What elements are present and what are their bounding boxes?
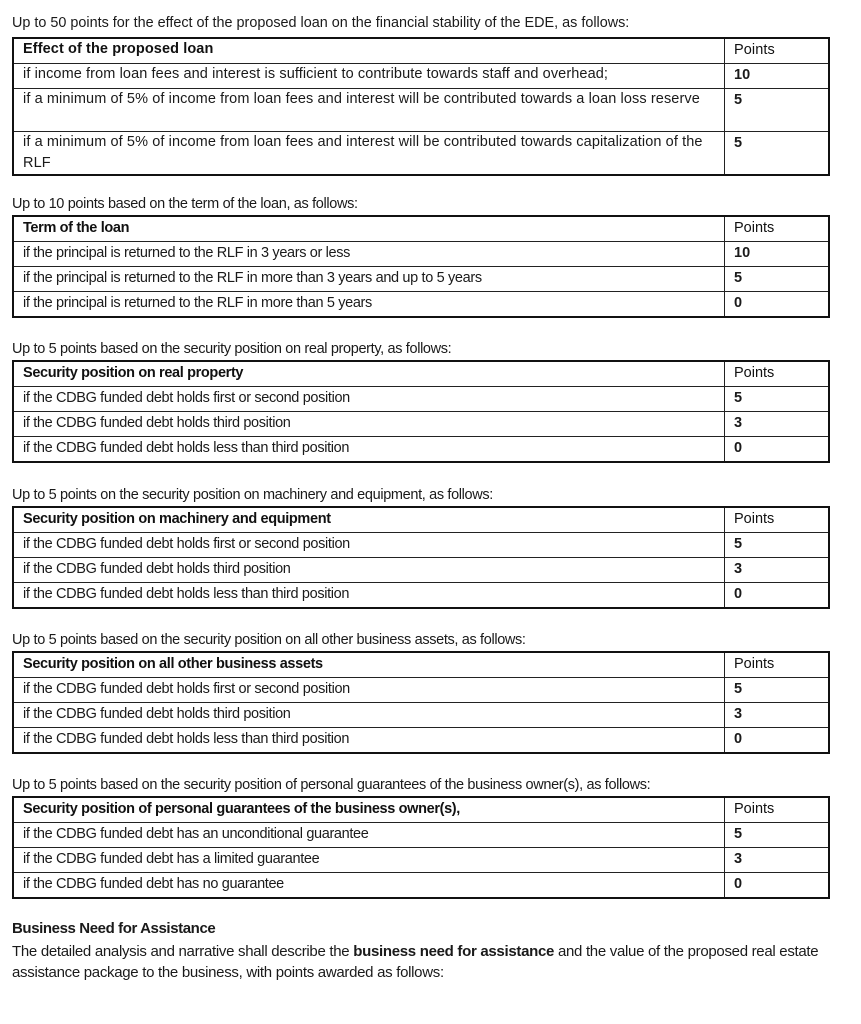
criterion-cell: if the CDBG funded debt holds first or second position xyxy=(13,678,725,703)
points-cell: 10 xyxy=(725,242,830,267)
section-real-property xyxy=(12,340,830,463)
table-row xyxy=(13,703,829,728)
points-cell: 5 xyxy=(725,387,830,412)
column-header-points: Points xyxy=(725,38,830,64)
column-header-points: Points xyxy=(725,797,830,823)
criterion-cell: if the CDBG funded debt holds less than third position xyxy=(13,728,725,754)
column-header-points: Points xyxy=(725,652,830,678)
points-cell: 5 xyxy=(725,89,830,132)
points-cell: 3 xyxy=(725,848,830,873)
criterion-cell: if the principal is returned to the RLF in 3 years or less xyxy=(13,242,725,267)
table-header-row xyxy=(13,507,829,533)
points-cell: 3 xyxy=(725,412,830,437)
column-header-criterion: Security position on all other business assets xyxy=(13,652,725,678)
section-loan-term xyxy=(12,195,830,318)
table-row xyxy=(13,242,829,267)
section-intro: Up to 5 points on the security position on machinery and equipment, as follows: xyxy=(12,487,493,503)
table-row xyxy=(13,558,829,583)
scoring-table-real-property xyxy=(12,360,830,463)
criterion-cell: if the CDBG funded debt holds first or second position xyxy=(13,387,725,412)
section-personal-guarantees xyxy=(12,776,830,899)
scoring-table-personal-guarantees xyxy=(12,796,830,899)
table-row xyxy=(13,412,829,437)
points-cell: 5 xyxy=(725,267,830,292)
column-header-criterion: Security position on machinery and equipment xyxy=(13,507,725,533)
section-intro: Up to 5 points based on the security position of personal guarantees of the business owner(s), as follows: xyxy=(12,777,651,793)
table-row xyxy=(13,132,829,176)
points-cell: 0 xyxy=(725,583,830,609)
column-header-criterion: Term of the loan xyxy=(13,216,725,242)
points-cell: 0 xyxy=(725,728,830,754)
scoring-table-loan-effect xyxy=(12,37,830,176)
table-row xyxy=(13,437,829,463)
table-row xyxy=(13,583,829,609)
table-header-row xyxy=(13,361,829,387)
criterion-cell: if the CDBG funded debt holds third position xyxy=(13,558,725,583)
criterion-cell: if the CDBG funded debt has a limited guarantee xyxy=(13,848,725,873)
points-cell: 5 xyxy=(725,823,830,848)
table-header-row xyxy=(13,216,829,242)
table-header-row xyxy=(13,797,829,823)
section-machinery-equipment xyxy=(12,486,830,609)
table-row xyxy=(13,873,829,899)
table-row xyxy=(13,848,829,873)
table-row xyxy=(13,533,829,558)
points-cell: 3 xyxy=(725,703,830,728)
column-header-points: Points xyxy=(725,361,830,387)
section-intro: Up to 5 points based on the security position on all other business assets, as follows: xyxy=(12,632,526,648)
column-header-criterion: Security position on real property xyxy=(13,361,725,387)
criterion-cell: if the CDBG funded debt holds less than third position xyxy=(13,583,725,609)
scoring-table-machinery-equipment xyxy=(12,506,830,609)
scoring-table-loan-term xyxy=(12,215,830,318)
criterion-cell: if income from loan fees and interest is sufficient to contribute towards staff and overhead; xyxy=(13,64,725,89)
business-need-paragraph xyxy=(12,941,842,983)
points-cell: 5 xyxy=(725,533,830,558)
column-header-criterion: Effect of the proposed loan xyxy=(13,38,725,64)
points-cell: 5 xyxy=(725,678,830,703)
column-header-points: Points xyxy=(725,507,830,533)
column-header-points: Points xyxy=(725,216,830,242)
table-row xyxy=(13,64,829,89)
table-row xyxy=(13,267,829,292)
paragraph-emphasis: business need for assistance xyxy=(353,943,555,960)
table-header-row xyxy=(13,38,829,64)
paragraph-text: The detailed analysis and narrative shall describe the xyxy=(12,943,354,960)
criterion-cell: if the CDBG funded debt has no guarantee xyxy=(13,873,725,899)
table-row xyxy=(13,292,829,318)
section-other-business-assets xyxy=(12,631,830,754)
column-header-criterion: Security position of personal guarantees of the business owner(s), xyxy=(13,797,725,823)
points-cell: 10 xyxy=(725,64,830,89)
section-intro: Up to 5 points based on the security position on real property, as follows: xyxy=(12,341,452,357)
points-cell: 3 xyxy=(725,558,830,583)
table-row xyxy=(13,387,829,412)
paragraph-text: and the value of the proposed real estate assistance package to the business, with points awarded as follows: xyxy=(12,943,819,981)
criterion-cell: if a minimum of 5% of income from loan fees and interest will be contributed towards a loan loss reserve xyxy=(13,89,725,132)
section-loan-effect xyxy=(12,14,830,176)
criterion-cell: if the principal is returned to the RLF in more than 5 years xyxy=(13,292,725,318)
section-intro: Up to 10 points based on the term of the loan, as follows: xyxy=(12,196,358,212)
table-row xyxy=(13,728,829,754)
table-row xyxy=(13,823,829,848)
criterion-cell: if a minimum of 5% of income from loan fees and interest will be contributed towards capitalization of the RLF xyxy=(13,132,725,176)
criterion-cell: if the CDBG funded debt holds third position xyxy=(13,412,725,437)
points-cell: 0 xyxy=(725,292,830,318)
criterion-cell: if the CDBG funded debt holds less than third position xyxy=(13,437,725,463)
points-cell: 0 xyxy=(725,873,830,899)
criterion-cell: if the CDBG funded debt has an unconditional guarantee xyxy=(13,823,725,848)
business-need-heading: Business Need for Assistance xyxy=(12,920,216,937)
table-header-row xyxy=(13,652,829,678)
criterion-cell: if the CDBG funded debt holds first or second position xyxy=(13,533,725,558)
criterion-cell: if the principal is returned to the RLF in more than 3 years and up to 5 years xyxy=(13,267,725,292)
table-row xyxy=(13,678,829,703)
table-row xyxy=(13,89,829,132)
criterion-cell: if the CDBG funded debt holds third position xyxy=(13,703,725,728)
points-cell: 0 xyxy=(725,437,830,463)
section-intro: Up to 50 points for the effect of the proposed loan on the financial stability of the EDE, as follows: xyxy=(12,15,630,31)
points-cell: 5 xyxy=(725,132,830,176)
scoring-table-other-business-assets xyxy=(12,651,830,754)
